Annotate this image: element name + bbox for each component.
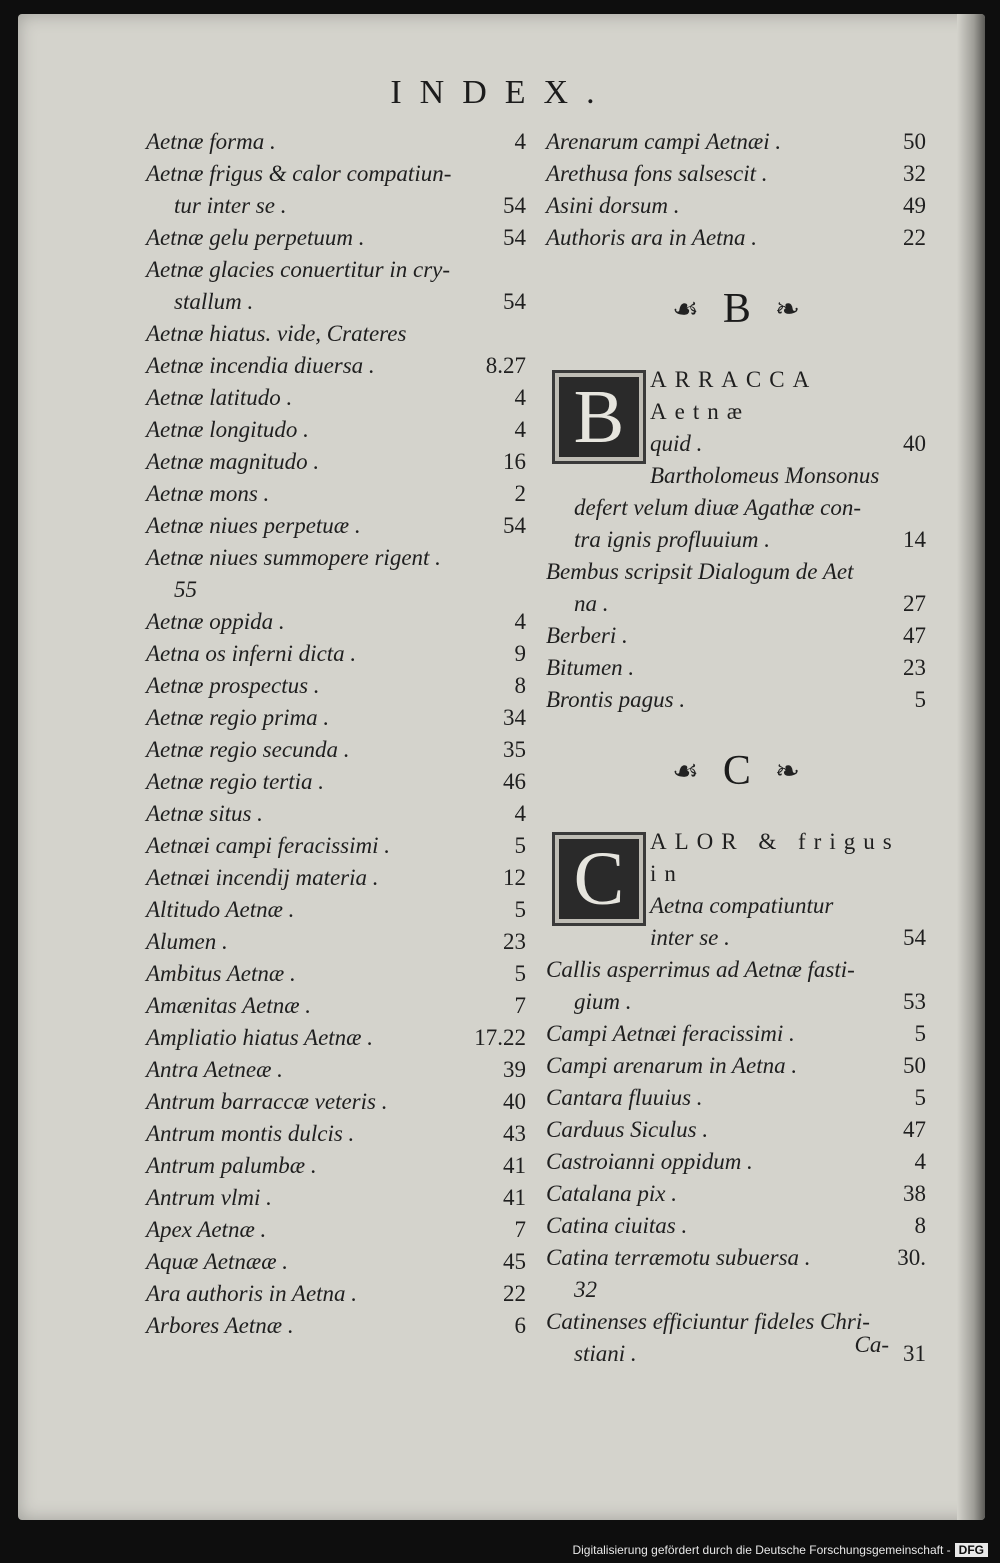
index-entry (146, 830, 526, 862)
index-entry (546, 556, 926, 588)
index-entry (146, 926, 526, 958)
entry-text: inter se . (650, 925, 730, 950)
index-entry (546, 1146, 926, 1178)
entry-page-number: 47 (903, 1117, 926, 1142)
index-entry (146, 158, 526, 190)
entry-text: Aetnæ niues perpetuæ . (146, 513, 361, 538)
index-entry (146, 638, 526, 670)
index-entry (546, 1114, 926, 1146)
entry-text: Cantara fluuius . (546, 1085, 703, 1110)
entry-page-number: 54 (903, 925, 926, 950)
index-entry (146, 350, 526, 382)
entry-page-number: 5 (514, 897, 526, 922)
entry-text: Carduus Siculus . (546, 1117, 709, 1142)
entry-text: Amænitas Aetnæ . (146, 993, 312, 1018)
entry-page-number: 5 (514, 961, 526, 986)
index-entry (546, 588, 926, 620)
fleuron-right-icon: ❧ (774, 292, 801, 326)
entry-page-number: 4 (514, 385, 526, 410)
index-entry (146, 382, 526, 414)
entry-text: defert velum diuæ Agathæ con- (574, 495, 862, 520)
index-entry (146, 1278, 526, 1310)
right-top-entries (546, 126, 926, 254)
entry-page-number: 34 (503, 705, 526, 730)
index-entry (546, 1050, 926, 1082)
entry-page-number: 5 (914, 687, 926, 712)
entry-page-number: 39 (503, 1057, 526, 1082)
entry-page-number: 12 (503, 865, 526, 890)
entry-page-number: 54 (503, 513, 526, 538)
index-entry (546, 364, 926, 428)
index-entry (546, 222, 926, 254)
index-entry (146, 446, 526, 478)
entry-text: tra ignis profluuium . (574, 527, 770, 552)
entry-page-number: 41 (503, 1185, 526, 1210)
index-entry (146, 958, 526, 990)
index-entry (546, 1210, 926, 1242)
entry-page-number: 5 (914, 1085, 926, 1110)
entry-page-number: 30. (897, 1245, 926, 1270)
index-entry (146, 1054, 526, 1086)
entry-text: Arenarum campi Aetnæi . (546, 129, 782, 154)
right-column (546, 126, 926, 1370)
entry-text: Aetnæ frigus & calor compatiun- (146, 161, 452, 186)
dfg-logo: DFG (955, 1543, 988, 1557)
index-entry (546, 922, 926, 954)
b-dropcap-block (546, 364, 926, 492)
b-entries (546, 492, 926, 716)
entry-page-number: 40 (503, 1089, 526, 1114)
entry-page-number: 5 (914, 1021, 926, 1046)
entry-text: Aetnæ regio tertia . (146, 769, 325, 794)
entry-page-number: 31 (903, 1341, 926, 1366)
entry-text: 32 (574, 1277, 597, 1302)
catchword: Ca- (854, 1332, 889, 1357)
index-entry (146, 1022, 526, 1054)
index-entry (146, 1118, 526, 1150)
entry-page-number: 22 (903, 225, 926, 250)
entry-page-number: 53 (903, 989, 926, 1014)
fleuron-left-icon: ☙ (671, 292, 699, 326)
entry-text: Aetnæ gelu perpetuum . (146, 225, 365, 250)
entry-page-number: 4 (514, 609, 526, 634)
entry-text: Aetnæ prospectus . (146, 673, 320, 698)
entry-text: Callis asperrimus ad Aetnæ fasti- (546, 957, 855, 982)
index-entry (146, 254, 526, 286)
entry-text: stiani . (574, 1341, 637, 1366)
index-entry (146, 1214, 526, 1246)
entry-text: Aetnæ magnitudo . (146, 449, 320, 474)
entry-page-number: 50 (903, 1053, 926, 1078)
index-entry (146, 894, 526, 926)
entry-page-number: 23 (503, 929, 526, 954)
entry-text: Aetnæ forma . (146, 129, 276, 154)
entry-text: Antrum montis dulcis . (146, 1121, 355, 1146)
section-letter-b: B (722, 286, 751, 332)
entry-text: Aetnæ incendia diuersa . (146, 353, 375, 378)
index-entry (546, 652, 926, 684)
entry-text: stallum . (174, 289, 254, 314)
entry-page-number: 14 (903, 527, 926, 552)
entry-text: Aetnæ niues summopere rigent . (146, 545, 441, 570)
entry-page-number: 40 (903, 431, 926, 456)
index-entry (146, 1310, 526, 1342)
entry-text: ARRACCA Aetnæ (650, 367, 816, 424)
index-entry (146, 222, 526, 254)
entry-page-number: 4 (914, 1149, 926, 1174)
index-entry (146, 1086, 526, 1118)
entry-text: quid . (650, 431, 703, 456)
entry-page-number: 4 (514, 417, 526, 442)
entry-page-number: 35 (503, 737, 526, 762)
index-entry (546, 190, 926, 222)
digitization-footer (572, 1543, 988, 1557)
index-entry (146, 1150, 526, 1182)
entry-text: Aquæ Aetnææ . (146, 1249, 289, 1274)
entry-page-number: 50 (903, 129, 926, 154)
entry-text: 55 (174, 577, 197, 602)
entry-text: Authoris ara in Aetna . (546, 225, 758, 250)
entry-text: Aetnæ regio prima . (146, 705, 330, 730)
decorated-initial-b: B (552, 370, 646, 464)
entry-page-number: 47 (903, 623, 926, 648)
fleuron-right-icon: ❧ (774, 754, 801, 788)
entry-text: Arethusa fons salsescit . (546, 161, 768, 186)
entry-text: na . (574, 591, 609, 616)
entry-page-number: 45 (503, 1249, 526, 1274)
entry-text: Ampliatio hiatus Aetnæ . (146, 1025, 374, 1050)
index-entry (546, 524, 926, 556)
index-entry (146, 766, 526, 798)
b-first-lines (546, 364, 926, 492)
index-entry (146, 414, 526, 446)
index-entry (546, 986, 926, 1018)
index-entry (146, 478, 526, 510)
entry-page-number: 41 (503, 1153, 526, 1178)
entry-page-number: 9 (514, 641, 526, 666)
entry-text: tur inter se . (174, 193, 287, 218)
entry-text: Catalana pix . (546, 1181, 677, 1206)
entry-page-number: 5 (514, 833, 526, 858)
index-entry (146, 606, 526, 638)
c-first-lines (546, 826, 926, 954)
entry-text: Aetnæi incendij materia . (146, 865, 379, 890)
entry-text: Antra Aetneæ . (146, 1057, 283, 1082)
index-entry (546, 890, 926, 922)
entry-text: Antrum vlmi . (146, 1185, 272, 1210)
entry-page-number: 49 (903, 193, 926, 218)
index-entry (146, 126, 526, 158)
index-entry (546, 1274, 926, 1306)
entry-page-number: 32 (903, 161, 926, 186)
entry-text: Aetnæ oppida . (146, 609, 285, 634)
index-entry (146, 734, 526, 766)
entry-page-number: 8.27 (485, 353, 526, 378)
section-letter-c: C (722, 748, 751, 794)
entry-text: Campi arenarum in Aetna . (546, 1053, 798, 1078)
entry-page-number: 4 (514, 801, 526, 826)
entry-text: Aetnæ longitudo . (146, 417, 309, 442)
entry-page-number: 38 (903, 1181, 926, 1206)
entry-page-number: 8 (914, 1213, 926, 1238)
footer-text: Digitalisierung gefördert durch die Deutsche Forschungsgemeinschaft - (572, 1543, 951, 1557)
entry-text: ALOR & frigus in (650, 829, 900, 886)
entry-page-number: 2 (514, 481, 526, 506)
entry-text: Ambitus Aetnæ . (146, 961, 296, 986)
entry-text: Aetnæ situs . (146, 801, 263, 826)
entry-page-number: 8 (514, 673, 526, 698)
index-entry (546, 1018, 926, 1050)
index-entry (146, 574, 526, 606)
index-entry (546, 954, 926, 986)
index-entry (146, 542, 526, 574)
entry-text: Aetnæ regio secunda . (146, 737, 350, 762)
entry-page-number: 4 (514, 129, 526, 154)
entry-text: Catina ciuitas . (546, 1213, 688, 1238)
entry-text: Ara authoris in Aetna . (146, 1281, 358, 1306)
entry-text: Aetnæ mons . (146, 481, 270, 506)
entry-text: gium . (574, 989, 632, 1014)
index-entry (146, 670, 526, 702)
index-entry (546, 126, 926, 158)
entry-page-number: 7 (514, 993, 526, 1018)
left-column (146, 126, 526, 1342)
index-entry (546, 492, 926, 524)
index-entry (546, 158, 926, 190)
c-dropcap-block (546, 826, 926, 954)
entry-page-number: 27 (903, 591, 926, 616)
entry-text: Bitumen . (546, 655, 635, 680)
fleuron-left-icon: ☙ (671, 754, 699, 788)
index-entry (546, 428, 926, 460)
index-entry (546, 460, 926, 492)
entry-page-number: 43 (503, 1121, 526, 1146)
section-c-heading (546, 716, 926, 826)
section-b-heading (546, 254, 926, 364)
entry-text: Bartholomeus Monsonus (650, 463, 880, 488)
entry-text: Aetnæ latitudo . (146, 385, 293, 410)
page-header: INDEX. (390, 74, 613, 111)
book-page (18, 14, 985, 1520)
entry-text: Berberi . (546, 623, 628, 648)
index-entry (546, 620, 926, 652)
entry-text: Antrum barraccæ veteris . (146, 1089, 388, 1114)
entry-page-number: 17.22 (474, 1025, 526, 1050)
index-entry (146, 990, 526, 1022)
c-entries (546, 954, 926, 1370)
page-gutter (957, 14, 985, 1520)
entry-text: Aetnæi campi feracissimi . (146, 833, 391, 858)
entry-text: Castroianni oppidum . (546, 1149, 753, 1174)
index-entry (146, 1182, 526, 1214)
index-entry (546, 1082, 926, 1114)
entry-text: Asini dorsum . (546, 193, 680, 218)
index-entry (546, 684, 926, 716)
entry-page-number: 54 (503, 193, 526, 218)
entry-text: Campi Aetnæi feracissimi . (546, 1021, 795, 1046)
entry-text: Aetna os inferni dicta . (146, 641, 357, 666)
entry-text: Antrum palumbæ . (146, 1153, 317, 1178)
index-entry (146, 1246, 526, 1278)
index-entry (146, 190, 526, 222)
entry-page-number: 23 (903, 655, 926, 680)
index-entry (146, 318, 526, 350)
index-entry (146, 798, 526, 830)
index-entry (146, 510, 526, 542)
entry-text: Brontis pagus . (546, 687, 686, 712)
entry-text: Apex Aetnæ . (146, 1217, 267, 1242)
entry-page-number: 7 (514, 1217, 526, 1242)
entry-page-number: 16 (503, 449, 526, 474)
entry-text: Aetnæ hiatus. vide, Crateres (146, 321, 407, 346)
entry-page-number: 22 (503, 1281, 526, 1306)
entry-page-number: 54 (503, 289, 526, 314)
decorated-initial-c: C (552, 832, 646, 926)
index-entry (546, 1242, 926, 1274)
index-entry (546, 826, 926, 890)
entry-page-number: 54 (503, 225, 526, 250)
entry-page-number: 6 (514, 1313, 526, 1338)
entry-text: Arbores Aetnæ . (146, 1313, 294, 1338)
index-entry (146, 286, 526, 318)
entry-text: Catinenses efficiuntur fideles Chri- (546, 1309, 870, 1334)
entry-page-number: 46 (503, 769, 526, 794)
entry-text: Catina terræmotu subuersa . (546, 1245, 811, 1270)
index-entry (546, 1178, 926, 1210)
index-entry (146, 702, 526, 734)
index-entry (146, 862, 526, 894)
entry-text: Alumen . (146, 929, 228, 954)
entry-text: Aetna compatiuntur (650, 893, 834, 918)
entry-text: Aetnæ glacies conuertitur in cry- (146, 257, 451, 282)
entry-text: Altitudo Aetnæ . (146, 897, 295, 922)
entry-text: Bembus scripsit Dialogum de Aet (546, 559, 854, 584)
